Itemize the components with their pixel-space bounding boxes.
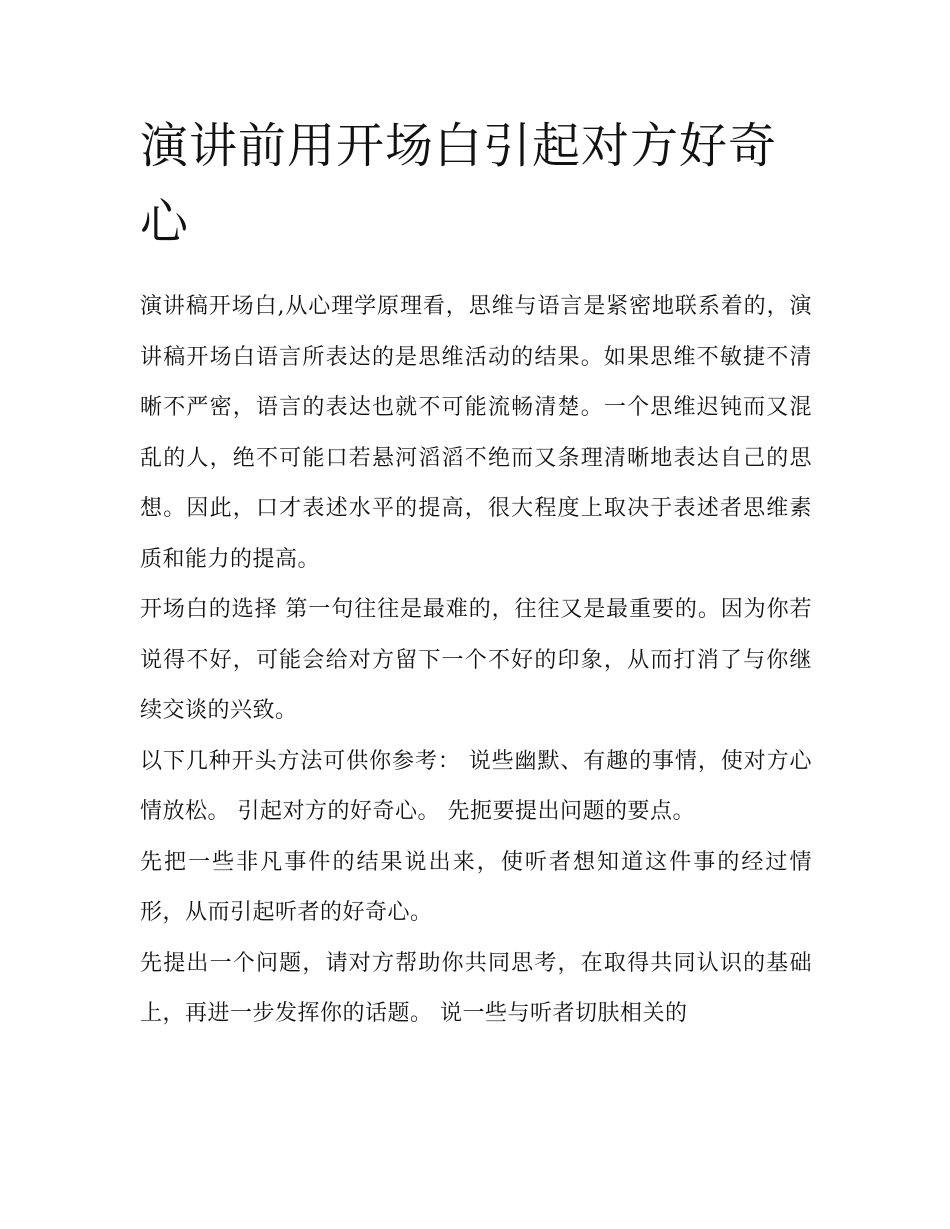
paragraph-unusual-events: 先把一些非凡事件的结果说出来，使听者想知道这件事的经过情形，从而引起听者的好奇心。	[140, 849, 812, 925]
paragraph-ask-question: 先提出一个问题，请对方帮助你共同思考，在取得共同认识的基础上，再进一步发挥你的话题。 说一些与听者切肤相关的	[140, 950, 812, 1026]
document-page	[140, 108, 812, 1040]
paragraph-opening-choice: 开场白的选择 第一句往往是最难的，往往又是最重要的。因为你若说得不好，可能会给对方留下一个不好的印象，从而打消了与你继续交谈的兴致。	[140, 597, 812, 723]
document-title: 演讲前用开场白引起对方好奇心	[140, 118, 778, 250]
paragraph-psychology: 演讲稿开场白,从心理学原理看，思维与语言是紧密地联系着的，演讲稿开场白语言所表达的是思维活动的结果。如果思维不敏捷不清晰不严密，语言的表达也就不可能流畅清楚。一个思维迟钝而又混乱的人，绝不可能口若悬河滔滔不绝而又条理清晰地表达自己的思想。因此，口才表述水平的提高，很大程度上取决于表述者思维素质和能力的提高。	[140, 294, 812, 572]
paragraph-methods: 以下几种开头方法可供你参考： 说些幽默、有趣的事情，使对方心情放松。 引起对方的好奇心。 先扼要提出问题的要点。	[140, 748, 812, 824]
